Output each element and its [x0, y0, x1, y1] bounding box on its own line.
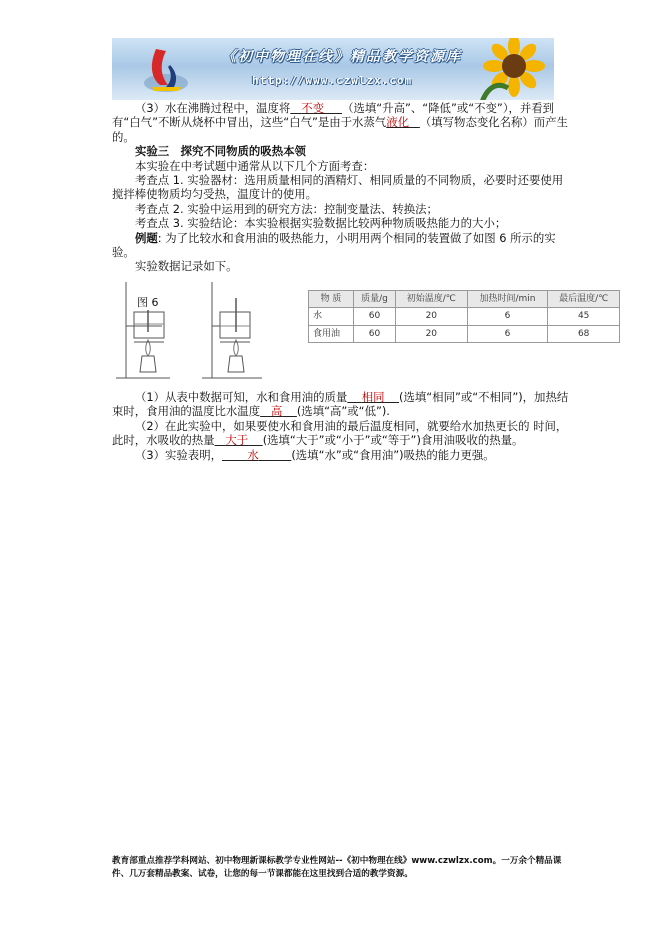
banner-title: 《初中物理在线》精品教学资源库	[222, 49, 462, 65]
table-cell: 20	[396, 325, 468, 342]
question-3: （3）实验表明， 水 (选填“水”或“食用油”)吸热的能力更强。	[135, 447, 495, 462]
table-cell: 水	[309, 308, 354, 325]
exam-point-1: 考查点 1. 实验器材：选用质量相同的酒精灯、相同质量的不同物质，必要时还要使用搅拌棒使物质均匀受热，温度计的使用。	[112, 173, 564, 202]
table-cell: 60	[354, 308, 396, 325]
table-cell: 食用油	[309, 325, 354, 342]
experiment-data-table	[308, 290, 620, 343]
header-banner	[112, 38, 554, 100]
table-header-row	[309, 290, 620, 307]
document-body	[112, 101, 609, 462]
table-cell: 45	[548, 308, 620, 325]
table-header-cell: 质量/g	[354, 290, 396, 307]
question-1: （1）从表中数据可知，水和食用油的质量 相同 (选填“相同”或“不相同”)，加热结束时，食用油的温度比水温度 高 (选填“高”或“低”).	[112, 389, 569, 419]
table-header-cell: 加热时间/min	[467, 290, 548, 307]
answer-blank: 高	[270, 404, 283, 419]
answer-blank: 水	[247, 447, 259, 462]
exam-point-3: 考查点 3. 实验结论：本实验根据实验数据比较两种物质吸热能力的大小；	[135, 216, 507, 231]
table-row	[309, 308, 620, 325]
example-paragraph: 例题: 为了比较水和食用油的吸热能力，小明用两个相同的装置做了如图 6 所示的实验。	[112, 230, 556, 260]
answer-blank: 相同	[361, 389, 385, 404]
record-text: 实验数据记录如下。	[135, 259, 238, 274]
experiment-intro: 本实验在中考试题中通常从以下几个方面考查：	[135, 158, 375, 173]
example-label: 例题	[135, 230, 158, 245]
exam-point-2: 考查点 2. 实验中运用到的研究方法：控制变量法、转换法；	[135, 201, 438, 216]
table-header-cell: 初始温度/℃	[396, 290, 468, 307]
page-footer: 教育部重点推荐学科网站、初中物理新课标教学专业性网站--《初中物理在线》www.czwlzx.com。一万余个精品课件、几万套精品教案、试卷，让您的每一节课都能在这里找到合适的教学资源。	[112, 856, 562, 879]
table-cell: 20	[396, 308, 468, 325]
figure-and-table	[112, 280, 609, 390]
table-cell: 60	[354, 325, 396, 342]
table-header-cell: 最后温度/℃	[548, 290, 620, 307]
experiment-heading: 实验三 探究不同物质的吸热本领	[135, 144, 306, 159]
banner-url: http://www.czwlzx.com	[252, 74, 413, 87]
question-2: （2）在此实验中，如果要使水和食用油的最后温度相同，就要给水加热更长的 时间，此时，水吸收的热量 大于 (选填“大于”或“小于”或“等于”)食用油吸收的热量。	[112, 418, 568, 448]
answer-blank: 不变	[301, 101, 324, 115]
table-cell: 6	[467, 308, 548, 325]
answer-blank: 液化	[386, 115, 409, 130]
sunflower-icon	[478, 38, 550, 100]
site-logo-icon	[142, 43, 190, 95]
answer-blank: 大于	[225, 433, 249, 448]
figure-label: 图 6	[137, 295, 159, 309]
table-header-cell: 物 质	[309, 290, 354, 307]
prev-question-3: （3）水在沸腾过程中，温度将 不变 （选填“升高”、“降低”或“不变”），并看到有“白气”不断从烧杯中冒出，这些“白气”是由于水蒸气液化 （填写物态变化名称）而产生的。	[112, 101, 568, 144]
table-row	[309, 325, 620, 342]
table-cell: 68	[548, 325, 620, 342]
table-cell: 6	[467, 325, 548, 342]
